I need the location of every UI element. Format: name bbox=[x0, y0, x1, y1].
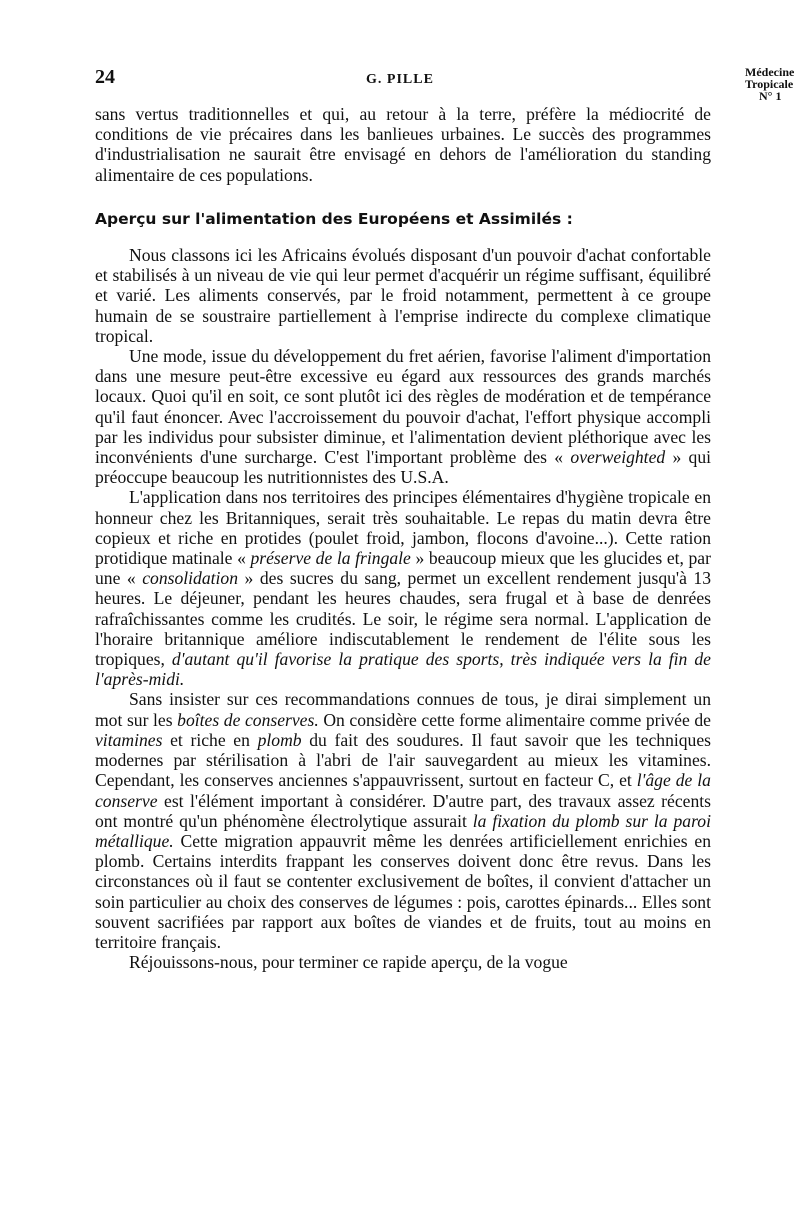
journal-tag-issue: N° 1 bbox=[759, 89, 782, 102]
paragraph-3 bbox=[95, 487, 711, 689]
running-head: G. PILLE bbox=[366, 72, 434, 87]
journal-tag-line: Médecine bbox=[745, 66, 795, 79]
text-run: Cette migration appauvrit même les denrées artificiellement enrichies en plomb. Certains interdits frappant les conserves doivent donc être revus. Dans les circonstances où il faut se contenter exclusivement de boîtes, il convient d'attacher un soin particulier au choix des conserves de légumes : pois, carottes épinards... Elles sont souvent sacrifiées par rapport aux boîtes de viandes et de fruits, tout au moins en territoire français. bbox=[95, 830, 711, 952]
intro-paragraph: sans vertus traditionnelles et qui, au retour à la terre, préfère la médiocrité de conditions de vie précaires dans les banlieues urbaines. Le succès des programmes d'industrialisation ne saurait être envisagé en dehors de l'amélioration du standing alimentaire de ces populations. bbox=[95, 104, 711, 185]
italic-term: l'âge de la conserve bbox=[95, 770, 711, 811]
text-run: » beaucoup mieux que les glucides et, par une « bbox=[95, 548, 711, 589]
italic-term: consolidation bbox=[142, 568, 239, 589]
text-run: » qui préoccupe beaucoup les nutritionnistes des U.S.A. bbox=[95, 447, 712, 488]
italic-term: boîtes de conserves. bbox=[177, 709, 319, 730]
journal-tag bbox=[745, 66, 800, 102]
italic-term: la fixation du plomb sur la paroi métallique. bbox=[95, 810, 711, 851]
paragraph-2 bbox=[95, 346, 711, 487]
italic-term: vitamines bbox=[95, 729, 163, 750]
paragraph-4 bbox=[95, 689, 711, 952]
text-run: Une mode, issue du développement du fret aérien, favorise l'aliment d'importation dans une mesure peut-être excessive eu égard aux ressources des grands marchés locaux. Quoi qu'il en soit, ce sont plutôt ici des règles de modération et de tempérance qu'il faut énoncer. Avec l'accroissement du pouvoir d'achat, l'effort physique accompli par les individus pour subsister diminue, et l'alimentation devient pléthorique avec les inconvénients d'une surcharge. C'est l'important problème des « bbox=[95, 346, 711, 468]
article-body bbox=[95, 104, 711, 972]
text-run: du fait des soudures. Il faut savoir que les techniques modernes par stérilisation à l'abri de l'air sauvegardent au mieux les vitamines. Cependant, les conserves anciennes s'appauvrissent, surtout en facteur C, et bbox=[95, 729, 712, 791]
section-heading: Aperçu sur l'alimentation des Européens et Assimilés : bbox=[95, 209, 573, 228]
text-run: L'application dans nos territoires des principes élémentaires d'hygiène tropicale en honneur chez les Britanniques, serait très souhaitable. Le repas du matin devra être copieux et riche en protides (poulet froid, jambon, flocons d'avoine...). Cette ration protidique matinale « bbox=[95, 487, 711, 569]
paragraph-5: Réjouissons-nous, pour terminer ce rapide aperçu, de la vogue bbox=[129, 952, 568, 973]
paragraph-1: Nous classons ici les Africains évolués disposant d'un pouvoir d'achat confortable et stabilisés à un niveau de vie qui leur permet d'acquérir un régime suffisant, équilibré et varié. Les aliments conservés, par le froid notamment, permettent à ce groupe humain de se soustraire partiellement à l'emprise indirecte du complexe climatique tropical. bbox=[95, 245, 711, 346]
italic-term: overweighted bbox=[570, 447, 666, 468]
text-run: Sans insister sur ces recommandations connues de tous, je dirai simplement un mot sur les bbox=[95, 689, 711, 730]
text-run: » des sucres du sang, permet un excellent rendement jusqu'à 13 heures. Le déjeuner, pendant les heures chaudes, sera frugal et à base de denrées rafraîchissantes comme les crudités. Le soir, le régime sera normal. L'application de l'horaire britannique améliore indiscutablement le rendement de l'élite sous les tropiques, bbox=[95, 568, 711, 670]
italic-term: d'autant qu'il favorise la pratique des sports, très indiquée vers la fin de l'après-midi. bbox=[95, 649, 711, 690]
italic-term: plomb bbox=[257, 729, 302, 750]
page-number: 24 bbox=[95, 66, 115, 88]
text-run: est l'élément important à considérer. D'autre part, des travaux assez récents ont montré qu'un phénomène électrolytique assurait bbox=[95, 790, 711, 831]
journal-tag-line: Tropicale bbox=[745, 77, 794, 91]
italic-term: préserve de la fringale bbox=[250, 548, 411, 569]
text-run: et riche en bbox=[162, 729, 258, 750]
text-run: On considère cette forme alimentaire comme privée de bbox=[318, 709, 711, 730]
